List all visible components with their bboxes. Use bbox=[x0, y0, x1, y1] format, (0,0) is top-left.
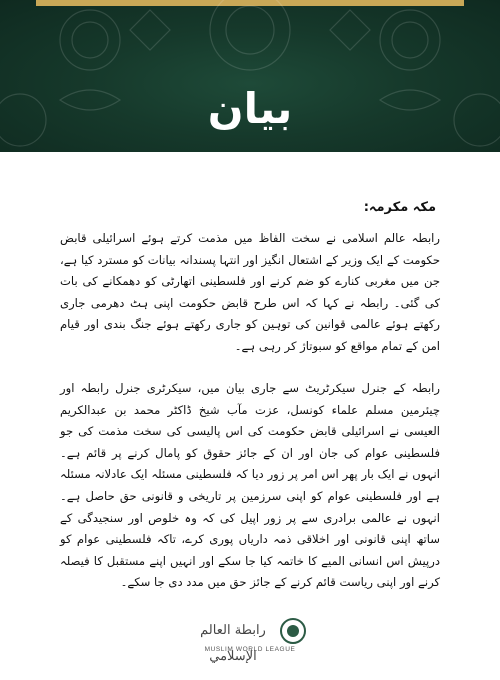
header-banner bbox=[0, 0, 500, 152]
league-seal-icon bbox=[280, 618, 306, 644]
paragraph-2: رابطہ کے جنرل سیکرٹریٹ سے جاری بیان میں، سیکرٹری جنرل رابطہ اور چیئرمین مسلم علماء کونسل، عزت مآب شیخ ڈاکٹر محمد بن عبدالکریم العیسی نے اسرائیلی قابض حکومت کی اس پالیسی کی سخت مذمت کی جو فلسطینی عوام کی جان اور ان کے جائز حقوق کو پامال کرنے پر قائم ہے۔ انہوں نے ایک بار پھر اس امر پر زور دیا کہ فلسطینی مسئلہ ایک عادلانہ مسئلہ ہے اور فلسطینی عوام کو اپنی سرزمین پر تاریخی و قانونی حق حاصل ہے۔ انہوں نے عالمی برادری سے پر زور اپیل کی کہ وہ خلوص اور سنجیدگی کے ساتھ اپنی قانونی اور اخلاقی ذمہ داریاں پوری کرے، تاکہ فلسطینی عوام کو درپیش اس انسانی المیے کا خاتمہ کیا جا سکے اور انہیں اپنے مستقبل کا فیصلہ کرنے اور اپنی ریاست قائم کرنے کے جائز حق میں مدد دی جا سکے۔ bbox=[60, 381, 440, 590]
dateline: مکہ مکرمہ: bbox=[363, 200, 436, 215]
page-title: بیان bbox=[207, 84, 293, 133]
logo-arabic-text: رابطة العالم الإسلامي bbox=[200, 623, 266, 664]
muslim-world-league-logo bbox=[190, 618, 310, 664]
paragraph-1: رابطہ عالم اسلامی نے سخت الفاظ میں مذمت کرتے ہوئے اسرائیلی قابض حکومت کے ایک وزیر کے اشتعال انگیز اور انتہا پسندانہ بیانات کو مسترد کیا ہے، جن میں مغربی کنارے کو ضم کرنے اور فلسطینی اتھارٹی کو دھمکانے کی بات کی گئی۔ رابطہ نے کہا کہ اس طرح قابض حکومت اپنی ہٹ دھرمی جاری رکھتے ہوئے عالمی قوانین کی توہین کو جاری رکھتے ہوئے جنگ بندی اور قیام امن کے تمام مواقع کو سبوتاژ کر رہی ہے۔ bbox=[60, 231, 440, 353]
logo-english-text: MUSLIM WORLD LEAGUE bbox=[204, 646, 296, 653]
